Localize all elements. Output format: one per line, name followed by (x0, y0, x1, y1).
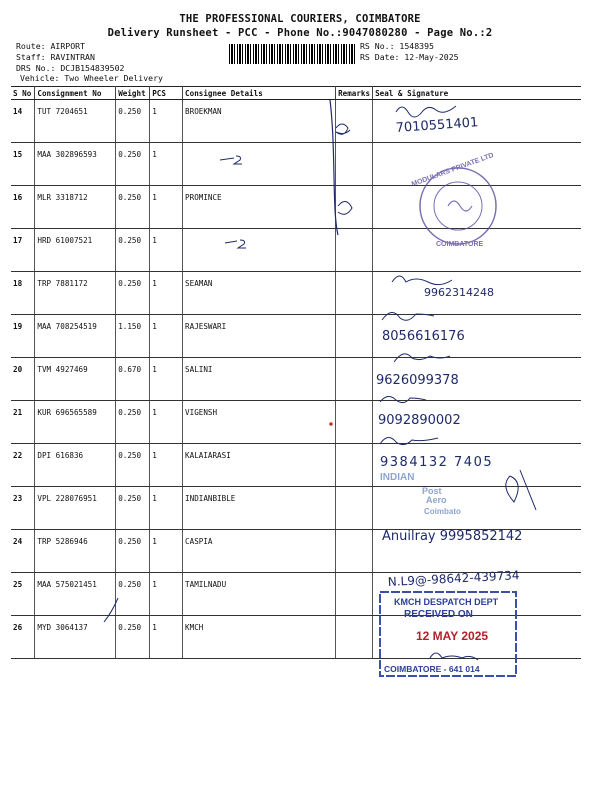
cell-weight: 0.250 (116, 401, 150, 444)
runsheet-table (11, 86, 581, 659)
cell-sno: 26 (11, 616, 35, 659)
col-pcs: PCS (150, 87, 183, 100)
cell-consignee: CASPIA (183, 530, 336, 573)
cell-signature (373, 487, 581, 530)
cell-pcs: 1 (150, 143, 183, 186)
table-row (11, 487, 581, 530)
kmch-line-1: KMCH DESPATCH DEPT (394, 597, 499, 607)
cell-consignee: RAJESWARI (183, 315, 336, 358)
cell-sno: 23 (11, 487, 35, 530)
cell-consignment: VPL 228076951 (35, 487, 116, 530)
cell-sno: 24 (11, 530, 35, 573)
signature-22-phone: 9384132 7405 (380, 455, 494, 470)
cell-pcs: 1 (150, 401, 183, 444)
cell-sno: 22 (11, 444, 35, 487)
post-line-1: INDIAN (380, 472, 415, 483)
cell-pcs: 1 (150, 573, 183, 616)
table-row (11, 143, 581, 186)
cell-remarks (336, 272, 373, 315)
cell-consignment: MAA 575021451 (35, 573, 116, 616)
cell-weight: 0.250 (116, 573, 150, 616)
cell-weight: 0.250 (116, 100, 150, 143)
cell-signature (373, 186, 581, 229)
table-row (11, 100, 581, 143)
table-row (11, 616, 581, 659)
cell-remarks (336, 315, 373, 358)
cell-signature (373, 272, 581, 315)
cell-pcs: 1 (150, 358, 183, 401)
cell-pcs: 1 (150, 272, 183, 315)
cell-weight: 0.250 (116, 229, 150, 272)
cell-signature (373, 530, 581, 573)
cell-remarks (336, 487, 373, 530)
signature-25-text: N.L9@-98642-439734 (387, 568, 520, 589)
col-consignment: Consignment No (35, 87, 116, 100)
cell-remarks (336, 358, 373, 401)
cell-pcs: 1 (150, 444, 183, 487)
cell-sno: 18 (11, 272, 35, 315)
cell-signature (373, 143, 581, 189)
table-header-row (11, 87, 581, 100)
cell-pcs: 1 (150, 487, 183, 530)
col-seal-signature: Seal & Signature (373, 87, 581, 100)
cell-consignee (183, 143, 336, 186)
table-row (11, 229, 581, 272)
cell-consignment: HRD 61007521 (35, 229, 116, 272)
cell-consignee: SEAMAN (183, 272, 336, 315)
cell-pcs: 1 (150, 530, 183, 573)
table-row (11, 358, 581, 401)
signature-14-phone: 7010551401 (395, 115, 479, 136)
cell-pcs: 1 (150, 186, 183, 229)
cell-remarks (336, 229, 373, 272)
cell-signature (373, 229, 581, 272)
kmch-date: 12 MAY 2025 (416, 629, 489, 643)
cell-pcs: 1 (150, 100, 183, 143)
vehicle-label: Vehicle: Two Wheeler Delivery (20, 73, 163, 83)
table-row (11, 530, 581, 573)
cell-consignment: KUR 696565589 (35, 401, 116, 444)
cell-consignee: KMCH (183, 616, 336, 659)
cell-signature (373, 315, 581, 358)
cell-weight: 0.250 (116, 530, 150, 573)
cell-signature (373, 401, 581, 444)
cell-signature (373, 100, 581, 143)
cell-consignee: PROMINCE (183, 186, 336, 229)
company-title: THE PROFESSIONAL COURIERS, COIMBATORE (179, 13, 421, 25)
cell-weight: 0.250 (116, 143, 150, 186)
col-remarks: Remarks (336, 87, 373, 100)
cell-sno: 15 (11, 143, 35, 186)
col-consignee: Consignee Details (183, 87, 336, 100)
cell-sno: 20 (11, 358, 35, 401)
cell-consignment: TVM 4927469 (35, 358, 116, 401)
cell-weight: 1.150 (116, 315, 150, 358)
cell-signature (373, 358, 581, 401)
cell-remarks (336, 186, 373, 229)
cell-consignee: INDIANBIBLE (183, 487, 336, 530)
barcode (229, 44, 356, 64)
post-line-4: Coimbato (424, 507, 461, 516)
cell-consignee (183, 229, 336, 272)
signature-24-text: Anuilray 9995852142 (382, 529, 523, 544)
cell-signature (373, 444, 581, 487)
cell-consignment: MLR 3318712 (35, 186, 116, 229)
cell-remarks (336, 530, 373, 573)
signature-19-phone: 8056616176 (382, 329, 465, 344)
cell-pcs: 1 (150, 616, 183, 659)
col-weight: Weight (116, 87, 150, 100)
seal-city: COIMBATORE (436, 241, 484, 248)
rs-date: RS Date: 12-May-2025 (360, 52, 459, 62)
cell-sno: 16 (11, 186, 35, 229)
post-line-3: Aero (426, 495, 447, 505)
cell-weight: 0.250 (116, 186, 150, 229)
table-row (11, 272, 581, 315)
kmch-line-2: RECEIVED ON (404, 609, 473, 620)
cell-remarks (336, 573, 373, 616)
kmch-city: COIMBATORE - 641 014 (384, 664, 480, 674)
cell-weight: 0.250 (116, 487, 150, 530)
table-row (11, 186, 581, 229)
cell-remarks (336, 100, 373, 143)
cell-consignee: BROEKMAN (183, 100, 336, 143)
cell-remarks (336, 616, 373, 659)
cell-remarks (336, 401, 373, 444)
table-row (11, 573, 581, 616)
cell-sno: 14 (11, 100, 35, 143)
col-sno: S No (11, 87, 35, 100)
cell-signature (373, 616, 581, 659)
cell-weight: 0.250 (116, 616, 150, 659)
cell-pcs: 1 (150, 229, 183, 272)
seal-text: MODULARS PRIVATE LTD (410, 152, 495, 189)
cell-weight: 0.250 (116, 444, 150, 487)
rs-number: RS No.: 1548395 (360, 41, 434, 51)
post-line-2: Post (422, 486, 442, 496)
route-label: Route: AIRPORT (16, 41, 86, 51)
cell-consignee: KALAIARASI (183, 444, 336, 487)
cell-remarks (336, 143, 373, 186)
cell-pcs: 1 (150, 315, 183, 358)
cell-consignment: TRP 5286946 (35, 530, 116, 573)
signature-20-phone: 9626099378 (376, 373, 459, 388)
cell-consignment: MAA 302896593 (35, 143, 116, 186)
cell-consignment: MYD 3064137 (35, 616, 116, 659)
cell-consignment: TUT 7204651 (35, 100, 116, 143)
cell-consignment: DPI 616836 (35, 444, 116, 487)
drs-label: DRS No.: DCJB154839502 (16, 63, 125, 73)
cell-weight: 0.670 (116, 358, 150, 401)
table-row (11, 401, 581, 444)
cell-consignment: MAA 708254519 (35, 315, 116, 358)
cell-sno: 17 (11, 229, 35, 272)
cell-consignee: VIGENSH (183, 401, 336, 444)
cell-weight: 0.250 (116, 272, 150, 315)
cell-sno: 21 (11, 401, 35, 444)
cell-consignment: TRP 7881172 (35, 272, 116, 315)
cell-consignee: SALINI (183, 358, 336, 401)
table-row (11, 444, 581, 487)
table-row (11, 315, 581, 358)
cell-sno: 19 (11, 315, 35, 358)
cell-sno: 25 (11, 573, 35, 616)
staff-label: Staff: RAVINTRAN (16, 52, 95, 62)
runsheet-subtitle: Delivery Runsheet - PCC - Phone No.:9047080280 - Page No.:2 (107, 27, 493, 39)
cell-remarks (336, 444, 373, 487)
signature-21-phone: 9092890002 (378, 413, 461, 428)
cell-signature (373, 573, 581, 616)
signature-18-phone: 9962314248 (424, 286, 494, 299)
cell-consignee: TAMILNADU (183, 573, 336, 616)
